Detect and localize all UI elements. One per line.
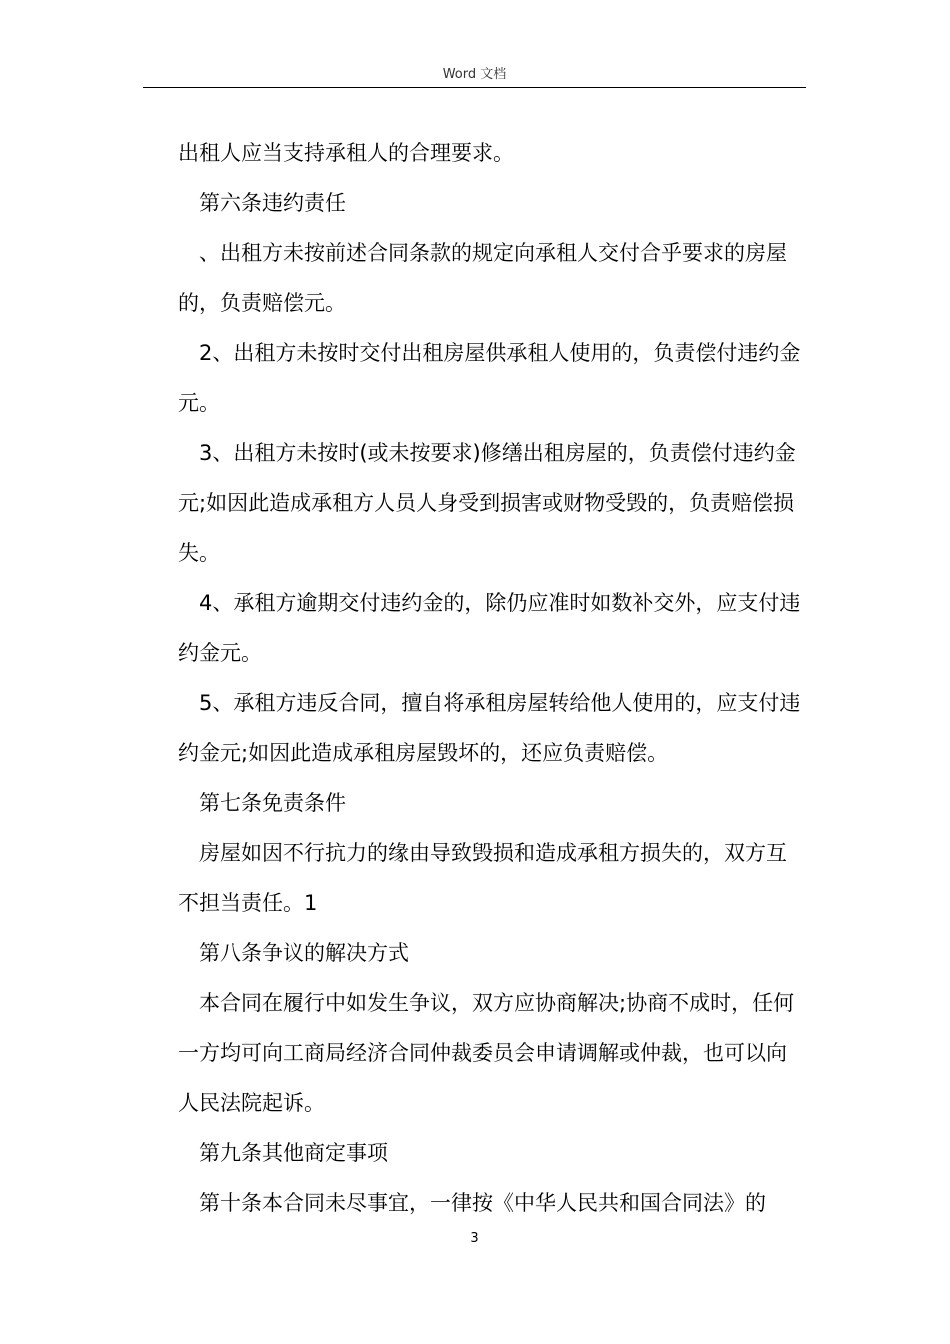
paragraph: 2、出租方未按时交付出租房屋供承租人使用的，负责偿付违约金元。: [178, 341, 801, 415]
paragraph: 房屋如因不行抗力的缘由导致毁损和造成承租方损失的，双方互不担当责任。1: [178, 841, 787, 915]
section-heading: 第九条其他商定事项: [199, 1141, 388, 1165]
page-header: Word 文档: [442, 67, 507, 82]
paragraph: 4、承租方逾期交付违约金的，除仍应准时如数补交外，应支付违约金元。: [178, 591, 801, 665]
section-heading: 第七条免责条件: [199, 791, 346, 815]
paragraph: 3、出租方未按时(或未按要求)修缮出租房屋的，负责偿付违约金元;如因此造成承租方人员人身受到损害或财物受毁的，负责赔偿损失。: [178, 441, 796, 565]
paragraph: 本合同在履行中如发生争议，双方应协商解决;协商不成时，任何一方均可向工商局经济合同仲裁委员会申请调解或仲裁，也可以向人民法院起诉。: [178, 991, 795, 1115]
document-body: [178, 128, 806, 1228]
paragraph: 、出租方未按前述合同条款的规定向承租人交付合乎要求的房屋的，负责赔偿元。: [178, 241, 787, 315]
paragraph: 出租人应当支持承租人的合理要求。: [178, 141, 514, 165]
section-heading: 第八条争议的解决方式: [199, 941, 409, 965]
page-number: 3: [470, 1231, 479, 1246]
paragraph: 第十条本合同未尽事宜，一律按《中华人民共和国合同法》的: [199, 1191, 766, 1215]
section-heading: 第六条违约责任: [199, 191, 346, 215]
header-divider: [143, 87, 806, 88]
paragraph: 5、承租方违反合同，擅自将承租房屋转给他人使用的，应支付违约金元;如因此造成承租房屋毁坏的，还应负责赔偿。: [178, 691, 801, 765]
